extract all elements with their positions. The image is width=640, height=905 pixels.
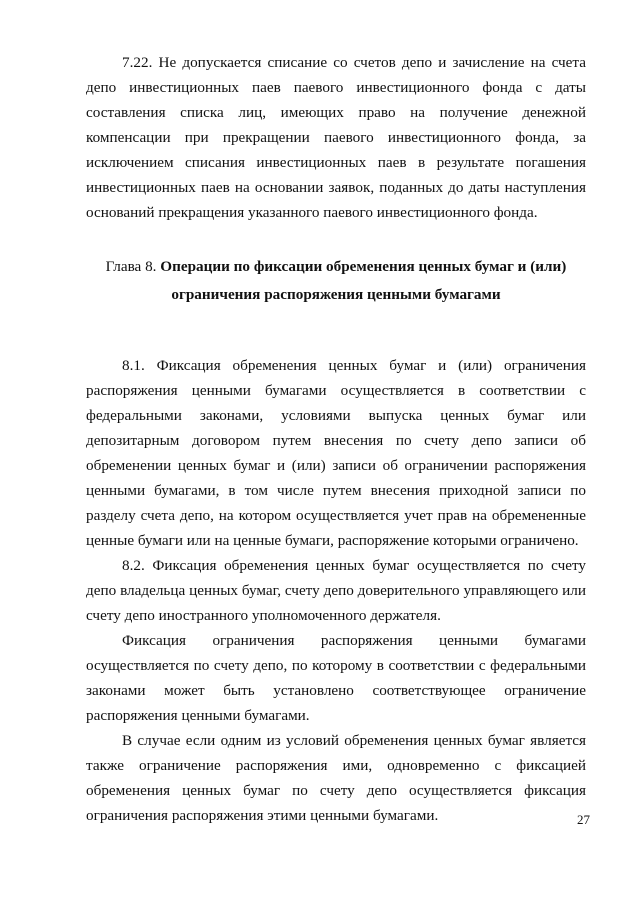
paragraph-7-22: 7.22. Не допускается списание со счетов депо и зачисление на счета депо инвестиционных паев паевого инвестиционного фонда с даты составления списка лиц, имеющих право на получение денежной компенсации при прекращении паевого инвестиционного фонда, за исключением списания инвестиционных паев в результате погашения инвестиционных паев на основании заявок, поданных до даты наступления оснований прекращения указанного паевого инвестиционного фонда. <box>86 54 586 221</box>
paragraph-encumbrance-condition: В случае если одним из условий обременения ценных бумаг является также ограничение распоряжения ими, одновременно с фиксацией обременения ценных бумаг по счету депо осуществляется фиксация ограничения распоряжения этими ценными бумагами. <box>86 732 586 824</box>
chapter-heading <box>86 253 586 309</box>
chapter-label: Глава 8. <box>105 258 157 275</box>
paragraph-8-1: 8.1. Фиксация обременения ценных бумаг и (или) ограничения распоряжения ценными бумагами осуществляется в соответствии с федеральными законами, условиями выпуска ценных бумаг или депозитарным договором путем внесения по счету депо записи об обременении ценных бумаг и (или) записи об ограничении распоряжения ценными бумагами, в том числе путем внесения приходной записи по разделу счета депо, на котором осуществляется учет прав на обремененные ценные бумаги или на ценные бумаги, распоряжение которыми ограничено. <box>86 357 586 549</box>
page-number: 27 <box>577 812 590 827</box>
paragraph-8-2: 8.2. Фиксация обременения ценных бумаг осуществляется по счету депо владельца ценных бумаг, счету депо доверительного управляющего или счету депо иностранного уполномоченного держателя. <box>86 557 586 624</box>
chapter-title: Операции по фиксации обременения ценных бумаг и (или) ограничения распоряжения ценными бумагами <box>160 258 567 303</box>
spacer <box>86 335 586 353</box>
paragraph-restriction: Фиксация ограничения распоряжения ценными бумагами осуществляется по счету депо, по которому в соответствии с федеральными законами может быть установлено соответствующее ограничение распоряжения ценными бумагами. <box>86 632 586 724</box>
